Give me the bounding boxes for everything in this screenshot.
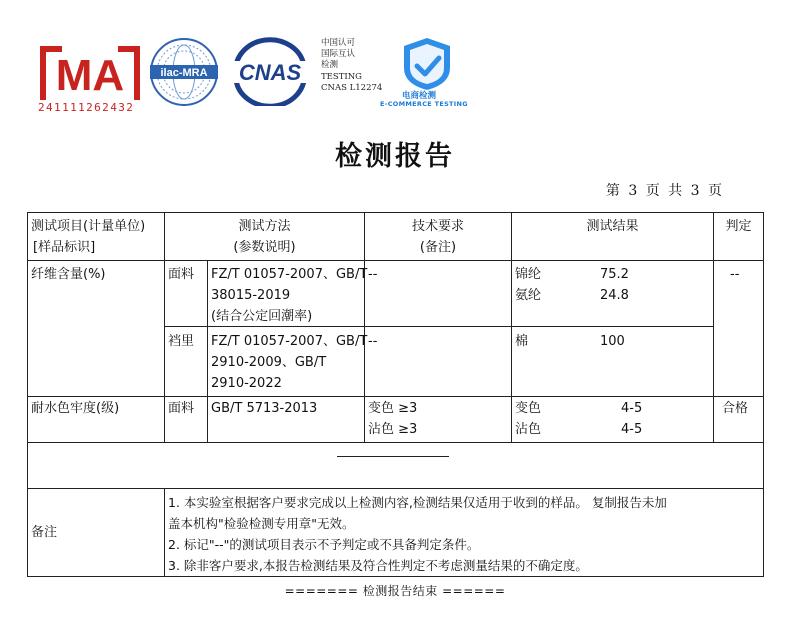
- header-result: 测试结果: [586, 219, 639, 234]
- ecommerce-testing-cn: 电商检测: [402, 91, 437, 101]
- water-method: GB/T 5713-2013: [211, 401, 318, 416]
- cnas-info: 中国认可 国际互认 检测 TESTING CNAS L12274: [321, 38, 383, 93]
- water-judgment: 合格: [722, 401, 749, 416]
- results-table: [27, 212, 764, 577]
- certification-logos: [0, 0, 790, 120]
- water-requirement-1: 变色 ≥3: [368, 401, 418, 416]
- report-title: 检测报告: [335, 141, 455, 172]
- fiber-fabric-requirement: --: [368, 267, 378, 282]
- fiber-judgment: --: [730, 267, 740, 282]
- fiber-fabric-method: FZ/T 01057-2007、GB/T 38015-2019 (结合公定回潮率): [211, 267, 368, 324]
- header-item: 测试项目(计量单位) [样品标识]: [31, 219, 146, 255]
- water-item: 耐水色牢度(级): [31, 401, 120, 416]
- fiber-lining-part: 裆里: [168, 334, 195, 349]
- ilac-mra-logo-icon: [148, 36, 220, 108]
- header-method: 测试方法 (参数说明): [233, 219, 296, 255]
- fiber-fabric-result-value-2: 24.8: [600, 288, 629, 303]
- cma-code: 241111262432: [38, 101, 135, 114]
- svg-text:CNAS: CNAS: [238, 60, 302, 85]
- water-result-name-1: 变色: [515, 401, 542, 416]
- fiber-fabric-result-name-2: 氨纶: [515, 288, 542, 303]
- fiber-lining-requirement: --: [368, 334, 378, 349]
- report-end-marker: ======= 检测报告结束 ======: [284, 584, 506, 598]
- header-requirement: 技术要求 (备注): [411, 219, 464, 255]
- svg-text:ilac-MRA: ilac-MRA: [160, 67, 208, 79]
- fiber-fabric-result-name-1: 锦纶: [515, 267, 542, 282]
- fiber-lining-result-name: 棉: [515, 334, 529, 349]
- fiber-lining-result-value: 100: [600, 334, 625, 349]
- fiber-item: 纤维含量(%): [31, 267, 106, 282]
- fiber-lining-method: FZ/T 01057-2007、GB/T 2910-2009、GB/T 2910-2022: [211, 334, 368, 391]
- fiber-fabric-result-value-1: 75.2: [600, 267, 629, 282]
- header-judgment: 判定: [725, 219, 752, 234]
- water-result-value-1: 4-5: [621, 401, 643, 416]
- blank-row-rule: [337, 456, 449, 457]
- remarks-label: 备注: [31, 525, 58, 540]
- water-requirement-2: 沾色 ≥3: [368, 422, 418, 437]
- cnas-logo-icon: [226, 36, 314, 106]
- remarks-text: 1. 本实验室根据客户要求完成以上检测内容,检测结果仅适用于收到的样品。 复制报告未加 盖本机构"检验检测专用章"无效。 2. 标记"--"的测试项目表示不予判定或不具备判定条件。 3. 除非客户要求,本报告检测结果及符合性判定不考虑测量结果的不确定度。: [168, 495, 667, 573]
- fiber-fabric-part: 面料: [168, 267, 195, 282]
- water-result-name-2: 沾色: [515, 422, 542, 437]
- water-part: 面料: [168, 401, 195, 416]
- svg-text:MA: MA: [55, 51, 125, 100]
- page-indicator: 第 3 页 共 3 页: [605, 183, 724, 199]
- water-result-value-2: 4-5: [621, 422, 643, 437]
- ecommerce-testing-en: E-COMMERCE TESTING: [380, 100, 468, 108]
